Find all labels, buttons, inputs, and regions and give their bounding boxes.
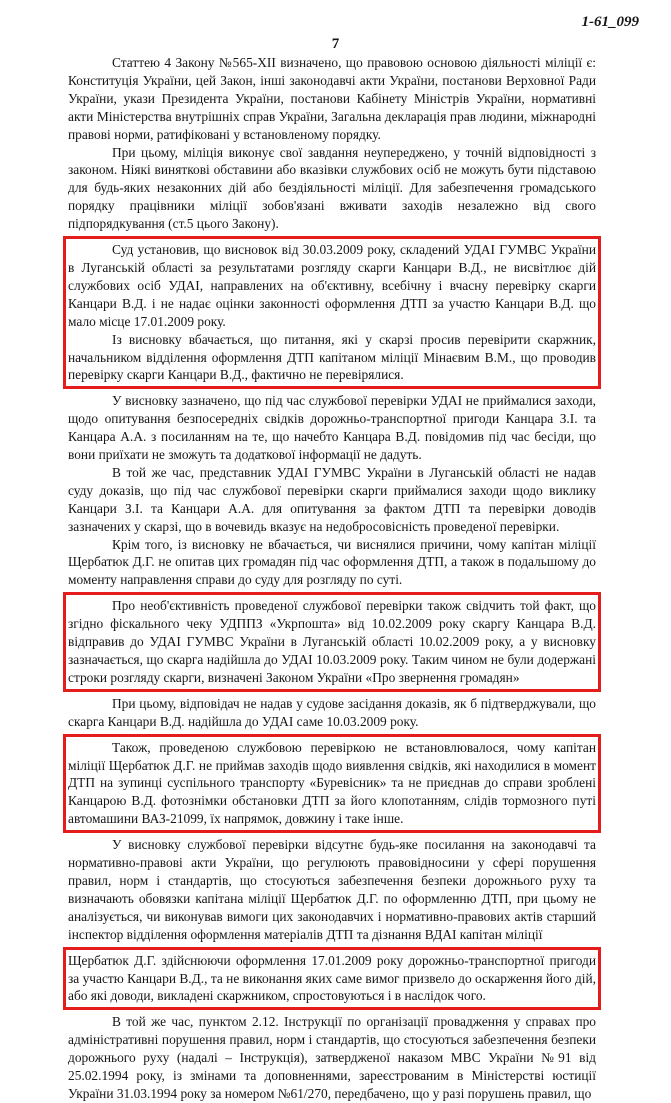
highlighted-paragraph: Щербатюк Д.Г. здійснюючи оформлення 17.01.2009 року дорожньо-транспортної пригоди за участю Канцари В.Д., та не виконання яких саме вимог призвело до оскарження його дій, або які доводи, викладені скаржником, спростовуються і в наслідок чого. [68,952,596,1004]
paragraph: В той же час, представник УДАІ ГУМВС України в Луганській області не надав суду доказів, що під час службової перевірки скарги приймалися заходи щодо виклику Канцари З.І. та Канцари А.А. для опитування за фактом ДТП та перевірки доводів зазначених у скарзі, що в вочевидь вказує на недобросовісність проведеної перевірки. [68,464,596,534]
highlight-box [68,739,596,829]
document-body [68,54,596,1103]
highlighted-paragraph: Про необ'єктивність проведеної службової перевірки також свідчить той факт, що згідно фіскального чеку УДППЗ «Укрпошта» від 10.02.2009 року скаргу Канцара В.Д. відправив до УДАІ ГУМВС України в Луганській області 10.02.2009 року, а у висновку зазначається, що скарга надійшла до УДАІ 10.03.2009 року. Таким чином не були додержані строки розгляду скарги, визначені Законом України «Про звернення громадян» [68,598,596,685]
paragraph: При цьому, відповідач не надав у судове засідання доказів, як б підтверджували, що скарга Канцари В.Д. надійшла до УДАІ саме 10.03.2009 року. [68,695,596,729]
highlighted-paragraph: Суд установив, що висновок від 30.03.2009 року, складений УДАІ ГУМВС України в Луганській області за результатами розгляду скарги Канцари В.Д., не висвітлює дій службових осіб УДАІ, направлених на об'єктивну, всебічну і вчасну перевірку скарги Канцари В.Д. і не надає оцінки законності оформлення ДТП за участю Канцари В.Д. що мало місце 17.01.2009 року. [68,242,596,329]
paragraph: Статтею 4 Закону №565-XII визначено, що правовою основою діяльності міліції є: Конституція України, цей Закон, інші законодавчі акти України, постанови Верховної Ради України, укази Президента України, постанови Кабінету Міністрів України, нормативні акти Міністерства внутрішніх справ України, Загальна декларація прав людини, міжнародні правові норми, ратифіковані у встановленому порядку. [68,55,596,142]
highlight-box [68,952,596,1006]
paragraph: У висновку службової перевірки відсутнє будь-яке посилання на законодавчі та нормативно-правові акти України, що регулюють правовідносини у сфері порушення правил, норм і стандартів, що стосуються забезпечення безпеки дорожнього руху та визначають обовязки капітана міліції Щербатюк Д.Г. по оформленню ДТП, при цьому не аналізується, чи виконував вимоги цих законодавчих і нормативно-правових актів старший інспектор відділення оформлення матеріалів ДТП та дізнання ВДАІ капітан міліції [68,837,596,942]
highlighted-paragraph: Із висновку вбачається, що питання, які у скарзі просив перевірити скаржник, начальником відділення оформлення ДТП капітаном міліції Мінаєвим В.М., що проводив перевірку скарги Канцари В.Д., фактично не перевірялися. [68,331,596,383]
highlight-box [68,241,596,384]
paragraph: В той же час, пунктом 2.12. Інструкції по організації провадження у справах про адміністративні порушення правил, норм і стандартів, що стосуються забезпечення безпеки дорожнього руху (надалі – Інструкція), затвердженої наказом МВС України №91 від 25.02.1994 року, із змінами та доповненнями, зареєстрованим в Міністерстві юстиції України 31.03.1994 року за номером №61/270, передбачено, що у разі порушень правил, що [68,1014,596,1101]
paragraph: У висновку зазначено, що під час службової перевірки УДАІ не приймалися заходи, щодо опитування безпосередніх свідків дорожньо-транспортної пригоди Канцара З.І. та Канцара А.А. з посиланням на те, що начебто Канцара В.Д. повідомив під час бесіди, що вони приїхати не зможуть та додаткової інформації не дадуть. [68,393,596,463]
document-id: 1-61_099 [581,14,639,30]
paragraph: При цьому, міліція виконує свої завдання неупереджено, у точній відповідності з законом. Ніякі виняткові обставини або вказівки службових осіб не можуть бути підставою для будь-яких незаконних дій або бездіяльності міліції. Для забезпечення громадського порядку працівники міліції зобов'язані вживати заходів незалежно від свого підпорядкування (ст.5 цього Закону). [68,144,596,232]
highlighted-paragraph: Також, проведеною службовою перевіркою не встановлювалося, чому капітан міліції Щербатюк Д.Г. не приймав заходів щодо виявлення свідків, які находилися в момент ДТП на зупинці суспільного транспорту «Буревісник» та не приєднав до справи зроблені Канцарою В.Д. фотознімки обстановки ДТП за його клопотанням, слідів тормозного путі автомашини ВАЗ-21099, їх напрямок, довжину і таке інше. [68,739,596,827]
paragraph: Крім того, із висновку не вбачається, чи виснялися причини, чому капітан міліції Щербатюк Д.Г. не опитав цих громадян під час оформлення ДТП, а також в подальшому до моменту направлення справи до суду для розгляду по суті. [68,536,596,588]
page-number: 7 [331,36,340,52]
highlight-box [68,597,596,687]
